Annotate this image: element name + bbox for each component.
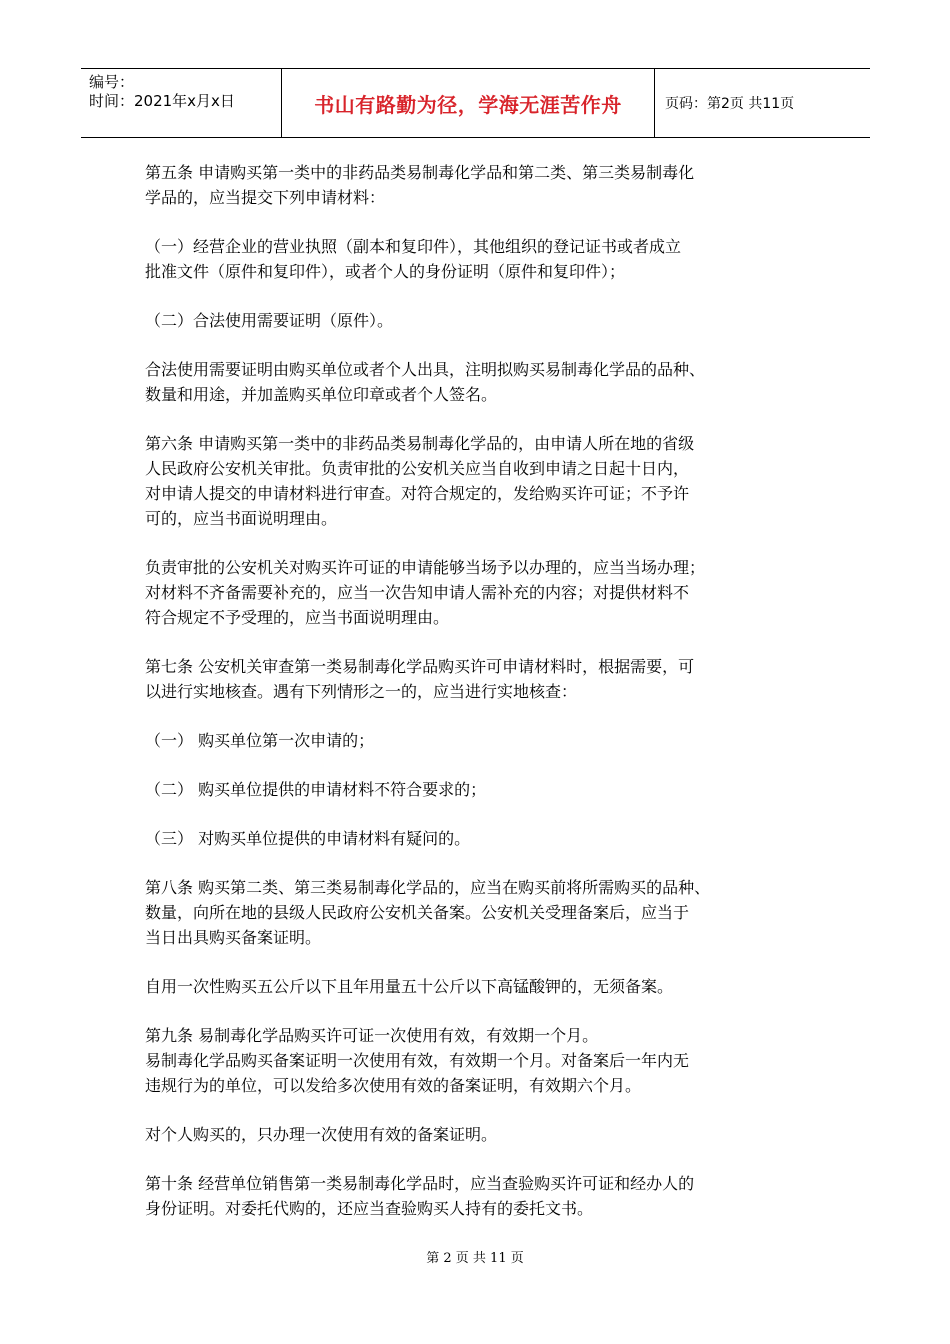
paragraph-line: 对个人购买的，只办理一次使用有效的备案证明。 [145,1125,498,1144]
paragraph-line: 第九条 易制毒化学品购买许可证一次使用有效，有效期一个月。 [145,1026,599,1045]
header-motto: 书山有路勤为径，学海无涯苦作舟 [314,92,622,117]
page-header [81,68,870,138]
header-page-cell [655,69,870,137]
paragraph [145,308,815,333]
paragraph-line: 违规行为的单位，可以发给多次使用有效的备案证明，有效期六个月。 [145,1076,642,1095]
paragraph [145,728,815,753]
paragraph [145,357,815,407]
paragraph-line: 人民政府公安机关审批。负责审批的公安机关应当自收到申请之日起十日内， [145,459,690,478]
paragraph-line: （一）经营企业的营业执照（副本和复印件），其他组织的登记证书或者成立 [145,237,682,256]
paragraph-line: 以进行实地核查。遇有下列情形之一的，应当进行实地核查： [145,682,578,701]
paragraph-line: 自用一次性购买五公斤以下且年用量五十公斤以下高锰酸钾的，无须备案。 [145,977,674,996]
paragraph-line: 批准文件（原件和复印件），或者个人的身份证明（原件和复印件）； [145,262,626,281]
paragraph-line: （一） 购买单位第一次申请的； [145,731,375,750]
paragraph [145,555,815,630]
paragraph [145,431,815,531]
paragraph-line: 对材料不齐备需要补充的，应当一次告知申请人需补充的内容；对提供材料不 [145,583,690,602]
paragraph [145,1171,815,1221]
paragraph-line: （三） 对购买单位提供的申请材料有疑问的。 [145,829,471,848]
paragraph [145,160,815,210]
paragraph [145,974,815,999]
paragraph-line: 第七条 公安机关审查第一类易制毒化学品购买许可申请材料时，根据需要，可 [145,657,695,676]
paragraph [145,777,815,802]
document-body [145,160,815,1245]
paragraph [145,234,815,284]
paragraph-line: 对申请人提交的申请材料进行审查。对符合规定的，发给购买许可证；不予许 [145,484,690,503]
page-footer: 第 2 页 共 11 页 [426,1251,524,1266]
header-meta-cell [81,69,282,137]
header-page-info: 页码：第2页 共11页 [665,96,795,112]
paragraph-line: 第八条 购买第二类、第三类易制毒化学品的，应当在购买前将所需购买的品种、 [145,878,711,897]
paragraph-line: 第六条 申请购买第一类中的非药品类易制毒化学品的，由申请人所在地的省级 [145,434,695,453]
header-motto-cell [282,69,655,137]
document-date-label: 时间：2021年x月x日 [89,92,235,110]
paragraph-line: 负责审批的公安机关对购买许可证的申请能够当场予以办理的，应当当场办理； [145,558,706,577]
paragraph-line: 合法使用需要证明由购买单位或者个人出具，注明拟购买易制毒化学品的品种、 [145,360,706,379]
paragraph-line: 符合规定不予受理的，应当书面说明理由。 [145,608,450,627]
paragraph-line: 身份证明。对委托代购的，还应当查验购买人持有的委托文书。 [145,1199,594,1218]
paragraph-line: 第五条 申请购买第一类中的非药品类易制毒化学品和第二类、第三类易制毒化 [145,163,695,182]
paragraph-line: （二） 购买单位提供的申请材料不符合要求的； [145,780,487,799]
document-number-label: 编号： [89,73,135,91]
paragraph-line: 数量和用途，并加盖购买单位印章或者个人签名。 [145,385,498,404]
paragraph-line: 当日出具购买备案证明。 [145,928,322,947]
paragraph-line: 第十条 经营单位销售第一类易制毒化学品时，应当查验购买许可证和经办人的 [145,1174,695,1193]
paragraph [145,875,815,950]
paragraph [145,1023,815,1098]
paragraph-line: （二）合法使用需要证明（原件）。 [145,311,394,330]
paragraph-line: 数量，向所在地的县级人民政府公安机关备案。公安机关受理备案后，应当于 [145,903,690,922]
paragraph [145,654,815,704]
paragraph-line: 易制毒化学品购买备案证明一次使用有效，有效期一个月。对备案后一年内无 [145,1051,690,1070]
paragraph [145,1122,815,1147]
paragraph [145,826,815,851]
paragraph-line: 学品的，应当提交下列申请材料： [145,188,386,207]
paragraph-line: 可的，应当书面说明理由。 [145,509,338,528]
